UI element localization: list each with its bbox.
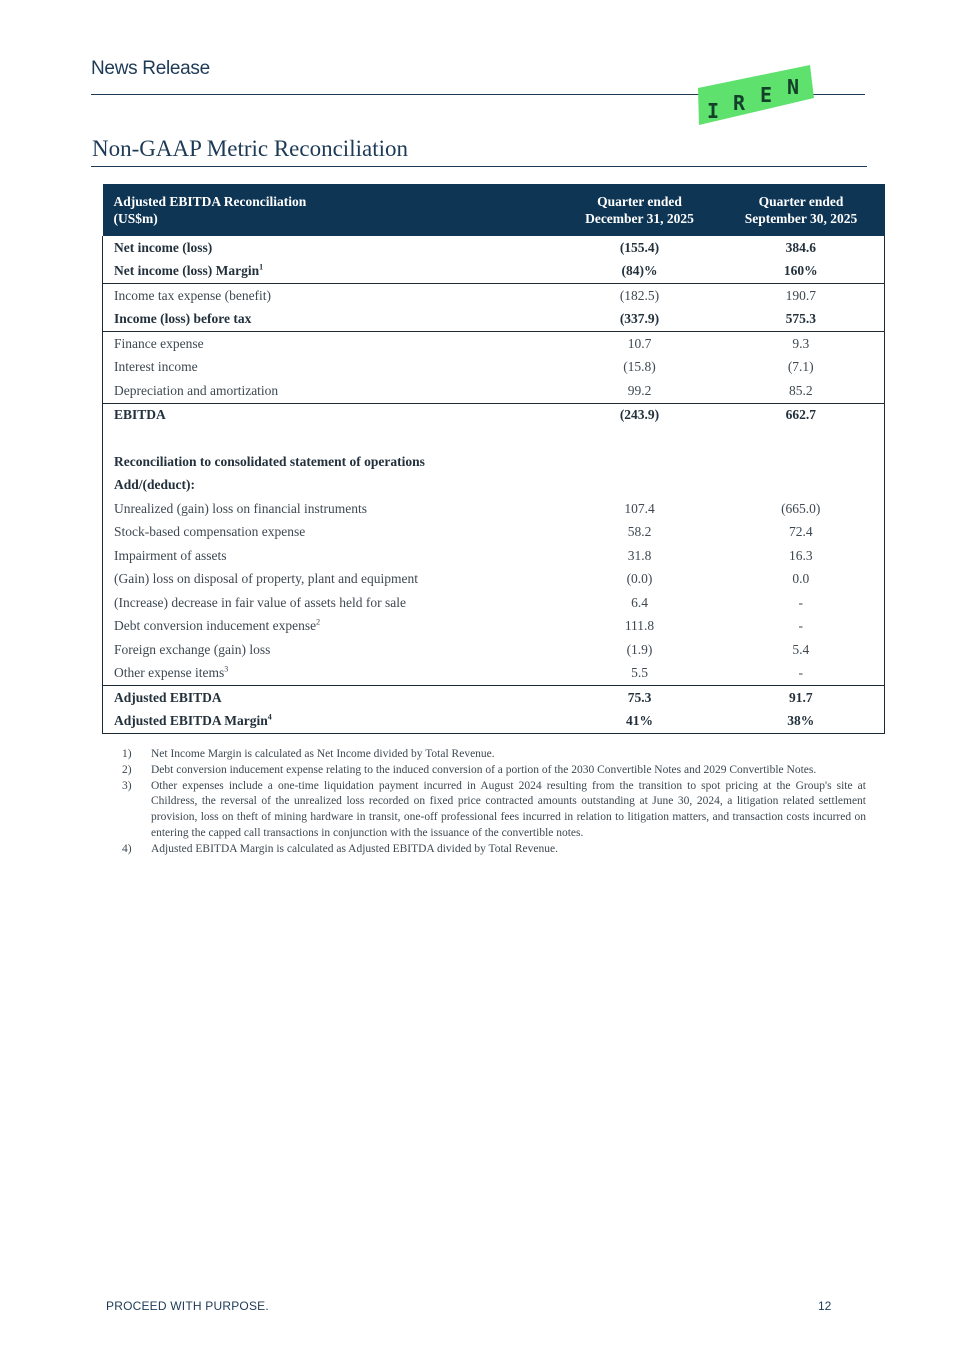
spacer-row	[103, 427, 885, 450]
row-label: (Increase) decrease in fair value of assets held for sale	[114, 594, 406, 610]
row-label: Adjusted EBITDA	[103, 686, 562, 710]
footnotes	[122, 747, 866, 858]
row-label: Net income (loss)	[114, 239, 213, 255]
value-dec-2025: 6.4	[631, 594, 648, 610]
value-dec-2025: 31.8	[627, 547, 652, 563]
value-dec-2025: 111.8	[624, 618, 655, 634]
value-dec-2025: 107.4	[624, 500, 655, 516]
value-dec-2025: (337.9)	[619, 311, 660, 327]
footer-tagline: PROCEED WITH PURPOSE.	[106, 1299, 269, 1313]
row-label: Stock-based compensation expense	[114, 524, 306, 540]
table-row	[103, 710, 885, 734]
table-row	[103, 544, 885, 568]
table-row	[103, 356, 885, 380]
table-row	[103, 332, 885, 356]
table-row	[103, 450, 885, 474]
row-label: Depreciation and amortization	[114, 382, 279, 398]
row-label: Interest income	[114, 359, 198, 375]
value-dec-2025: (15.8)	[623, 359, 656, 375]
table-row	[103, 403, 885, 427]
value-dec-2025: 58.2	[627, 524, 652, 540]
value-sep-2025: 0.0	[792, 571, 810, 587]
table-row	[103, 638, 885, 662]
footnote-marker: 1	[259, 262, 264, 272]
table-row	[103, 474, 885, 498]
value-sep-2025: -	[798, 594, 803, 610]
value-sep-2025: 662.7	[718, 403, 885, 427]
table-row	[103, 379, 885, 403]
value-sep-2025: 91.7	[718, 686, 885, 710]
footnote-item	[122, 842, 866, 858]
iren-logo	[694, 62, 816, 128]
header-description: Adjusted EBITDA Reconciliation (US$m)	[103, 184, 562, 236]
footnote-marker: 2	[316, 617, 321, 627]
table-row	[103, 662, 885, 686]
page-title: Non-GAAP Metric Reconciliation	[92, 136, 408, 161]
logo-letter-r: R	[733, 91, 746, 115]
table-row	[103, 591, 885, 615]
value-dec-2025: 5.5	[631, 665, 648, 681]
table-row	[103, 260, 885, 284]
footnote-text: Debt conversion inducement expense relating to the induced conversion of a portion of the 2030 Convertible Notes and 2029 Convertible Notes.	[151, 763, 817, 776]
value-sep-2025: 384.6	[785, 239, 816, 255]
row-label	[103, 427, 562, 450]
footnote-number: 3)	[122, 779, 132, 792]
value-dec-2025: (243.9)	[562, 403, 718, 427]
value-sep-2025: 85.2	[788, 382, 813, 398]
value-dec-2025	[562, 474, 718, 498]
value-sep-2025: 575.3	[785, 311, 816, 327]
value-sep-2025: 5.4	[792, 641, 810, 657]
row-label: Net income (loss) Margin$^1$	[114, 262, 264, 279]
row-label: (Gain) loss on disposal of property, plant and equipment	[114, 571, 418, 587]
value-sep-2025	[718, 474, 885, 498]
value-sep-2025: 9.3	[718, 332, 885, 356]
table-row	[103, 686, 885, 710]
logo-letter-n: N	[787, 75, 800, 99]
page-number: 12	[818, 1299, 832, 1313]
logo-letter-e: E	[760, 83, 773, 107]
value-sep-2025: 160%	[783, 263, 818, 279]
value-dec-2025	[562, 427, 718, 450]
table-row	[103, 236, 885, 260]
footnote-item	[122, 763, 866, 779]
table-row	[103, 568, 885, 592]
news-release-label: News Release	[91, 58, 210, 79]
table-row	[103, 308, 885, 332]
footnote-marker: 4	[267, 712, 272, 722]
value-sep-2025: 72.4	[788, 524, 813, 540]
value-sep-2025: 38%	[787, 713, 815, 729]
value-dec-2025: 75.3	[562, 686, 718, 710]
value-sep-2025: (7.1)	[787, 359, 814, 375]
value-dec-2025: 41%	[626, 713, 653, 729]
row-label: Reconciliation to consolidated statement of operations	[114, 453, 425, 469]
row-label: Impairment of assets	[114, 547, 227, 563]
table-body	[103, 236, 885, 734]
row-label: Unrealized (gain) loss on financial instruments	[114, 500, 368, 516]
row-label: EBITDA	[103, 403, 562, 427]
row-label: Income (loss) before tax	[114, 311, 252, 327]
value-sep-2025: 16.3	[788, 547, 813, 563]
footnote-marker: 3	[224, 664, 229, 674]
title-divider	[91, 166, 867, 167]
row-label: Other expense items$^3$	[114, 664, 229, 681]
table-row	[103, 521, 885, 545]
adjusted-ebitda-reconciliation-table	[102, 184, 885, 734]
table-row	[103, 497, 885, 521]
value-sep-2025: 190.7	[718, 284, 885, 308]
header-quarter-sep-2025: Quarter ended September 30, 2025	[718, 184, 885, 236]
footnote-text: Adjusted EBITDA Margin is calculated as Adjusted EBITDA divided by Total Revenue.	[151, 842, 558, 855]
value-dec-2025: (84)%	[621, 263, 658, 279]
table-row	[103, 615, 885, 639]
footnote-number: 1)	[122, 748, 132, 760]
footnote-number: 4)	[122, 842, 132, 855]
header-quarter-dec-2025: Quarter ended December 31, 2025	[562, 184, 718, 236]
value-dec-2025: (182.5)	[562, 284, 718, 308]
value-dec-2025: (155.4)	[619, 239, 660, 255]
value-sep-2025	[718, 450, 885, 474]
footnote-item	[122, 747, 866, 763]
row-label: Finance expense	[103, 332, 562, 356]
logo-letter-i: I	[707, 99, 720, 123]
row-label: Foreign exchange (gain) loss	[114, 641, 271, 657]
row-label: Debt conversion inducement expense$^2$	[114, 617, 321, 634]
value-dec-2025	[562, 450, 718, 474]
value-sep-2025: -	[798, 618, 803, 634]
table-row	[103, 284, 885, 308]
table-header-row	[103, 184, 885, 236]
footnote-text: Other expenses include a one-time liquidation payment incurred in August 2024 resulting from the transition to spot pricing at the Group's site at Childress, the reversal of the unrealized loss recorded on fixed price contracted amounts outstanding at June 30, 2024, a litigation related settlement provision, loss on theft of mining hardware in transit, one-off professional fees incurred in relation to litigation matters, and transaction costs incurred on entering the capped call transactions in conjunction with the issuance of the convertible notes.	[151, 779, 866, 839]
footnote-item	[122, 779, 866, 842]
value-sep-2025	[718, 427, 885, 450]
value-sep-2025: (665.0)	[781, 500, 821, 516]
row-label: Adjusted EBITDA Margin$^4$	[114, 712, 272, 729]
footnote-number: 2)	[122, 763, 132, 776]
value-dec-2025: (0.0)	[626, 571, 653, 587]
value-dec-2025: 99.2	[627, 382, 652, 398]
footnote-text: Net Income Margin is calculated as Net Income divided by Total Revenue.	[151, 748, 495, 760]
value-sep-2025: -	[798, 665, 803, 681]
value-dec-2025: (1.9)	[626, 641, 653, 657]
row-label: Add/(deduct):	[114, 477, 196, 493]
value-dec-2025: 10.7	[562, 332, 718, 356]
row-label: Income tax expense (benefit)	[103, 284, 562, 308]
